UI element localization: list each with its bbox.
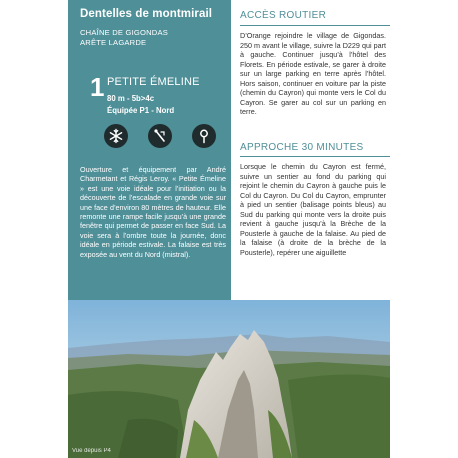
photo-caption: Vue depuis P4 — [72, 448, 111, 454]
approach-rule — [240, 156, 390, 157]
route-description-text: Ouverture et équipement par André Charmetant et Régis Leroy. « Petite Émeline » est une voie idéale pour l’initiation ou la découverte de l’escalade en grande voie sur une face d’environ 80 mètres de hauteur. Elle remonte une rampe facile jusqu’à une grande fenêtre qui permet de passer en face Sud. La voie sera à l’ombre toute la journée, donc idéale en période estivale. La falaise est très exposée au vent du Nord (mistral). — [80, 165, 226, 259]
route-info-panel — [68, 0, 231, 300]
route-name: PETITE ÉMELINE — [107, 76, 200, 88]
access-rule — [240, 25, 390, 26]
crag-photo — [68, 300, 390, 458]
snowflake-icon — [104, 124, 128, 148]
guidebook-page — [68, 0, 390, 458]
route-number: 1 — [90, 72, 105, 102]
sector-subtitle: CHAÎNE DE GIGONDAS — [80, 28, 168, 37]
approach-text: Lorsque le chemin du Cayron est fermé, suivre un sentier au fond du parking qui rejoint le chemin du Cayron à gauche puis le Col du Cayron. Du Col du Cayron, emprunter à pied un sentier (balisage points bleus) au Sud du parking qui monte vers la droite puis revient à gauche jusqu’à la Brèche de la Pousterle à gauche de la falaise. Au pied de la falaise (à droite de la brèche de la Pousterle), repérer une aiguillette — [240, 162, 386, 257]
belay-icon — [192, 124, 216, 148]
route-grade: 80 m - 5b>4c — [107, 94, 155, 103]
crag-photo-image — [68, 300, 390, 458]
access-text: D’Orange rejoindre le village de Gigondas. 250 m avant le village, suivre la D229 qui part à gauche. Continuer jusqu’à l’hôtel des Florets. En période estivale, se garer à droite sur un large parking en terre après l’hôtel. Hors saison, continuer en voiture par la piste (chemin du Cayron) qui monte vers le Col du Cayron. Se garer au col sur un parking en terre. — [240, 31, 386, 116]
region-title: Dentelles de montmirail — [80, 8, 213, 20]
route-icons — [104, 124, 216, 150]
approach-heading: APPROCHE 30 MINUTES — [240, 142, 364, 153]
route-equipment: Équipée P1 - Nord — [107, 106, 175, 115]
crag-subtitle: ARÊTE LAGARDE — [80, 38, 147, 47]
rope-icon — [148, 124, 172, 148]
route-description — [80, 165, 226, 259]
access-heading: ACCÈS ROUTIER — [240, 10, 327, 21]
